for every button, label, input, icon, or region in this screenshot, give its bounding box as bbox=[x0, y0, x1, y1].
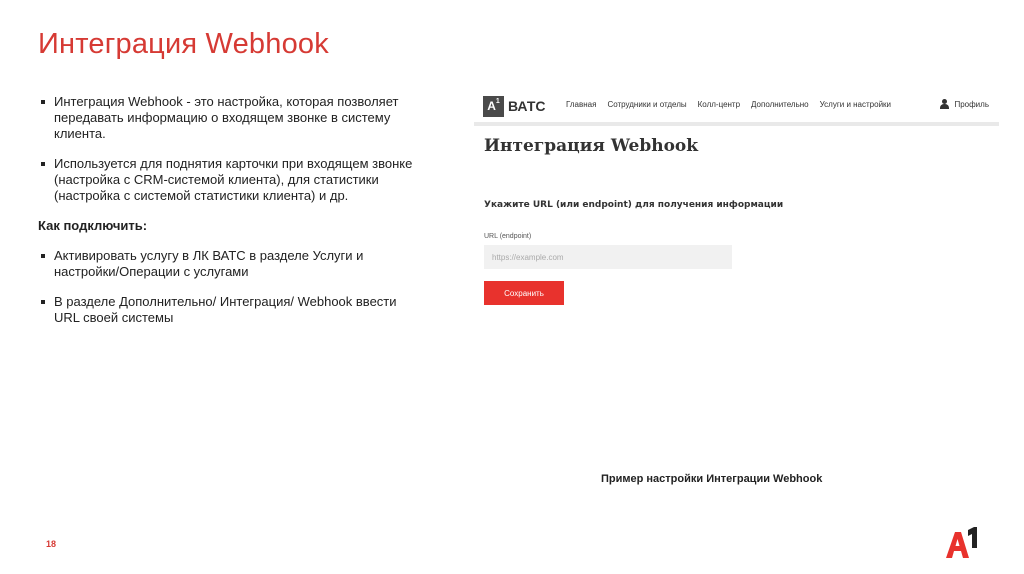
step-item: В разделе Дополнительно/ Интеграция/ Webhook ввести URL своей системы bbox=[38, 294, 418, 326]
url-label: URL (endpoint) bbox=[484, 233, 532, 240]
logo-sup: 1 bbox=[495, 98, 500, 105]
vats-header bbox=[474, 88, 999, 126]
nav-item-services[interactable]: Услуги и настройки bbox=[819, 100, 892, 109]
vats-screenshot bbox=[474, 88, 999, 333]
logo-text: ВАТС bbox=[508, 98, 546, 114]
a1-brand-logo-icon bbox=[944, 526, 980, 560]
save-button[interactable]: Сохранить bbox=[484, 281, 564, 305]
slide-body bbox=[38, 94, 418, 340]
nav-item-home[interactable]: Главная bbox=[566, 100, 597, 109]
profile-link[interactable] bbox=[940, 99, 989, 109]
bullet-item: Используется для поднятия карточки при входящем звонке (настройка с CRM-системой клиента), для статистики (настройка с системой статистики клиента) и др. bbox=[38, 156, 418, 204]
screenshot-caption: Пример настройки Интеграции Webhook bbox=[601, 473, 823, 485]
logo-letter: A bbox=[487, 99, 496, 113]
form-subtitle: Укажите URL (или endpoint) для получения информации bbox=[484, 200, 784, 210]
page-number: 18 bbox=[46, 539, 57, 549]
main-nav bbox=[566, 100, 891, 109]
nav-item-additional[interactable]: Дополнительно bbox=[751, 100, 809, 109]
url-input[interactable] bbox=[484, 245, 732, 269]
a1-logo-icon[interactable] bbox=[483, 96, 504, 117]
nav-item-employees[interactable]: Сотрудники и отделы bbox=[607, 100, 687, 109]
nav-item-call-center[interactable]: Колл-центр bbox=[697, 100, 741, 109]
profile-label: Профиль bbox=[954, 99, 989, 109]
person-icon bbox=[940, 99, 949, 109]
page-title: Интеграция Webhook bbox=[484, 136, 699, 156]
how-to-heading: Как подключить: bbox=[38, 218, 148, 233]
slide-title: Интеграция Webhook bbox=[38, 28, 329, 60]
bullet-item: Интеграция Webhook - это настройка, которая позволяет передавать информацию о входящем звонке в систему клиента. bbox=[38, 94, 418, 142]
step-item: Активировать услугу в ЛК ВАТС в разделе Услуги и настройки/Операции с услугами bbox=[38, 248, 418, 280]
